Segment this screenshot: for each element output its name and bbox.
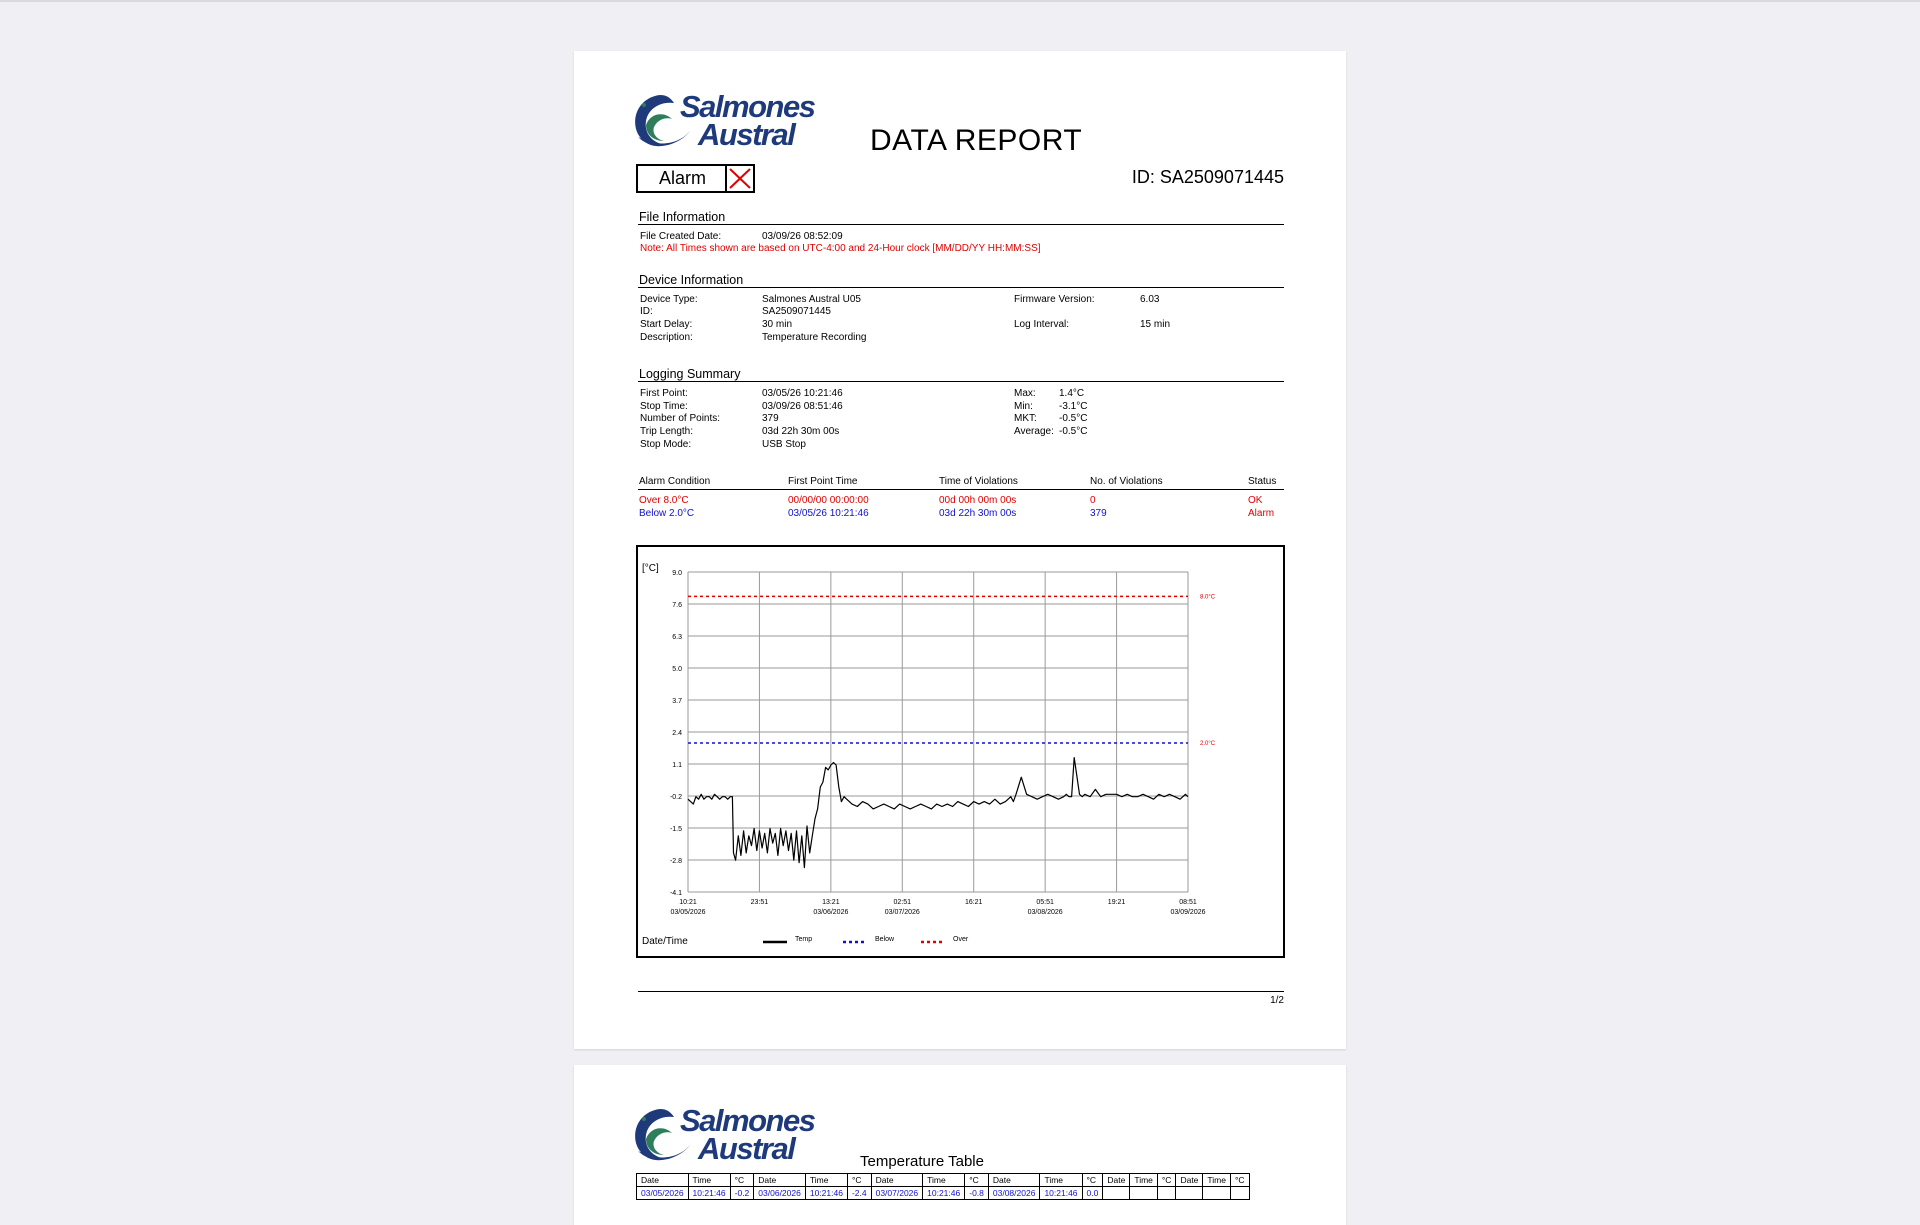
legend-label-temp: Temp: [795, 936, 813, 943]
alarm-over-condition: Over 8.0°C: [639, 495, 689, 506]
logo-line-1: Salmones: [680, 1103, 815, 1138]
table-cell-temp: -0.2: [730, 1187, 754, 1200]
table-cell-empty: [1157, 1187, 1176, 1200]
table-header-cell: Time: [688, 1174, 730, 1187]
file-info-title: File Information: [639, 210, 726, 224]
y-tick-label: 6.3: [672, 634, 682, 641]
firmware-label: Firmware Version:: [1014, 294, 1095, 305]
table-cell-empty: [1176, 1187, 1203, 1200]
max-label: Max:: [1014, 388, 1036, 399]
legend-label-below: Below: [875, 936, 895, 943]
log-interval-value: 15 min: [1140, 319, 1171, 330]
temperature-chart: [636, 545, 1285, 958]
x-tick-date: 03/08/2026: [1027, 909, 1063, 916]
table-cell-empty: [1203, 1187, 1231, 1200]
x-tick-time: 16:21: [964, 899, 983, 906]
alarm-table-rule: [638, 489, 1284, 490]
x-tick-time: 05:51: [1036, 899, 1054, 906]
alarm-below-first: 03/05/26 10:21:46: [788, 508, 869, 519]
y-tick-label: 3.7: [672, 698, 682, 705]
alarm-below-count: 379: [1090, 508, 1107, 519]
alarm-label: Alarm: [636, 164, 729, 193]
num-points-label: Number of Points:: [640, 413, 721, 424]
table-header-cell: Time: [1130, 1174, 1158, 1187]
table-cell-time: 10:21:46: [688, 1187, 730, 1200]
threshold-label-below: 2.0°C: [1200, 740, 1216, 747]
temp-series-line: [688, 758, 1188, 868]
temperature-table: [636, 1173, 1250, 1200]
y-axis-label: [°C]: [642, 563, 659, 574]
table-header-cell: °C: [847, 1174, 871, 1187]
trip-length-label: Trip Length:: [640, 426, 693, 437]
page-number: 1/2: [1270, 995, 1284, 1006]
table-header-cell: Time: [805, 1174, 847, 1187]
table-header-cell: °C: [1231, 1174, 1250, 1187]
description-value: Temperature Recording: [762, 332, 867, 343]
company-logo-page-2: [630, 1105, 824, 1165]
y-tick-label: 2.4: [672, 730, 682, 737]
device-info-rule: [638, 287, 1284, 288]
y-tick-label: -1.5: [669, 826, 682, 833]
table-cell-date: 03/07/2026: [871, 1187, 923, 1200]
alarm-below-condition: Below 2.0°C: [639, 508, 695, 519]
logo-wordmark-page-2: [680, 1103, 815, 1166]
logging-summary-rule: [638, 381, 1284, 382]
logging-summary-title: Logging Summary: [639, 367, 741, 381]
table-cell-empty: [1103, 1187, 1130, 1200]
average-label: Average:: [1014, 426, 1054, 437]
table-header-row: [637, 1174, 1250, 1187]
y-tick-label: 1.1: [672, 762, 682, 769]
table-header-cell: Date: [1176, 1174, 1203, 1187]
y-tick-label: -4.1: [669, 890, 682, 897]
device-type-label: Device Type:: [640, 294, 698, 305]
stop-time-label: Stop Time:: [640, 401, 688, 412]
x-tick-date: 03/06/2026: [813, 909, 849, 916]
x-tick-date: 03/07/2026: [884, 909, 920, 916]
x-axis-title: Date/Time: [642, 936, 688, 947]
start-delay-value: 30 min: [762, 319, 793, 330]
table-header-cell: °C: [730, 1174, 754, 1187]
table-header-cell: Time: [923, 1174, 965, 1187]
y-tick-label: 5.0: [672, 666, 682, 673]
device-id-value: SA2509071445: [762, 306, 831, 317]
table-header-cell: Date: [1103, 1174, 1130, 1187]
table-cell-time: 10:21:46: [923, 1187, 965, 1200]
trip-length-value: 03d 22h 30m 00s: [762, 426, 840, 437]
start-delay-label: Start Delay:: [640, 319, 693, 330]
table-header-cell: Date: [637, 1174, 689, 1187]
table-header-cell: Date: [754, 1174, 806, 1187]
table-cell-time: 10:21:46: [1040, 1187, 1082, 1200]
device-info-title: Device Information: [639, 273, 744, 287]
alarm-header-time-violations: Time of Violations: [939, 476, 1018, 487]
logo-line-2: Austral: [698, 1131, 795, 1166]
table-header-cell: °C: [965, 1174, 989, 1187]
threshold-label-over: 8.0°C: [1200, 594, 1216, 601]
table-header-cell: °C: [1157, 1174, 1176, 1187]
max-value: 1.4°C: [1059, 388, 1085, 399]
y-tick-label: 7.6: [672, 602, 682, 609]
report-page-2[interactable]: [574, 1065, 1346, 1225]
x-tick-time: 08:51: [1179, 899, 1197, 906]
x-tick-date: 03/09/2026: [1170, 909, 1206, 916]
table-cell-date: 03/06/2026: [754, 1187, 806, 1200]
x-tick-date: 03/05/2026: [670, 909, 706, 916]
logo-line-1: Salmones: [680, 89, 815, 124]
alarm-below-time: 03d 22h 30m 00s: [939, 508, 1017, 519]
average-value: -0.5°C: [1059, 426, 1088, 437]
legend-label-over: Over: [953, 936, 969, 943]
alarm-below-status: Alarm: [1248, 508, 1275, 519]
device-id-header: ID: SA2509071445: [1131, 167, 1284, 187]
x-tick-time: 02:51: [893, 899, 912, 906]
stop-time-value: 03/09/26 08:51:46: [762, 401, 843, 412]
table-cell-temp: 0.0: [1082, 1187, 1103, 1200]
firmware-value: 6.03: [1140, 294, 1160, 305]
temperature-table-title: Temperature Table: [860, 1153, 984, 1170]
table-cell-date: 03/08/2026: [988, 1187, 1040, 1200]
table-cell-date: 03/05/2026: [637, 1187, 689, 1200]
alarm-over-count: 0: [1090, 495, 1096, 506]
x-tick-time: 23:51: [750, 899, 769, 906]
alarm-header-first-point: First Point Time: [788, 476, 858, 487]
table-cell-empty: [1130, 1187, 1158, 1200]
file-created-value: 03/09/26 08:52:09: [762, 231, 843, 242]
table-header-cell: Date: [988, 1174, 1040, 1187]
table-header-cell: Date: [871, 1174, 923, 1187]
table-header-cell: Time: [1203, 1174, 1231, 1187]
table-row: [637, 1187, 1250, 1200]
x-mark-icon: [725, 164, 755, 193]
table-header-cell: Time: [1040, 1174, 1082, 1187]
alarm-over-first: 00/00/00 00:00:00: [788, 495, 869, 506]
y-tick-label: 9.0: [672, 570, 682, 577]
report-page-1[interactable]: [574, 51, 1346, 1049]
first-point-value: 03/05/26 10:21:46: [762, 388, 843, 399]
table-cell-temp: -2.4: [847, 1187, 871, 1200]
company-logo: [630, 91, 824, 151]
mkt-value: -0.5°C: [1059, 413, 1088, 424]
logo-line-2: Austral: [698, 117, 795, 152]
y-tick-label: -2.8: [669, 858, 682, 865]
file-info-rule: [638, 224, 1284, 225]
report-title: DATA REPORT: [870, 124, 1083, 157]
device-type-value: Salmones Austral U05: [762, 294, 861, 305]
first-point-label: First Point:: [640, 388, 688, 399]
min-label: Min:: [1014, 401, 1033, 412]
alarm-header-num-violations: No. of Violations: [1090, 476, 1163, 487]
x-tick-time: 19:21: [1107, 899, 1126, 906]
description-label: Description:: [640, 332, 693, 343]
table-cell-time: 10:21:46: [805, 1187, 847, 1200]
alarm-over-status: OK: [1248, 495, 1263, 506]
alarm-header-status: Status: [1248, 476, 1277, 487]
x-tick-time: 13:21: [822, 899, 840, 906]
alarm-over-time: 00d 00h 00m 00s: [939, 495, 1017, 506]
mkt-label: MKT:: [1014, 413, 1037, 424]
stop-mode-value: USB Stop: [762, 439, 806, 450]
num-points-value: 379: [762, 413, 779, 424]
timezone-note: Note: All Times shown are based on UTC-4:00 and 24-Hour clock [MM/DD/YY HH:MM:SS]: [640, 243, 1041, 254]
footer-rule: [638, 991, 1284, 992]
log-interval-label: Log Interval:: [1014, 319, 1070, 330]
table-header-cell: °C: [1082, 1174, 1103, 1187]
min-value: -3.1°C: [1059, 401, 1088, 412]
table-cell-empty: [1231, 1187, 1250, 1200]
alarm-header-condition: Alarm Condition: [639, 476, 711, 487]
device-id-label: ID:: [640, 306, 653, 317]
stop-mode-label: Stop Mode:: [640, 439, 692, 450]
file-created-label: File Created Date:: [640, 231, 722, 242]
temperature-chart-svg: [638, 547, 1283, 956]
y-tick-label: -0.2: [669, 794, 682, 801]
table-cell-temp: -0.8: [965, 1187, 989, 1200]
x-tick-time: 10:21: [679, 899, 697, 906]
logo-wordmark: [680, 89, 815, 152]
window-top-border: [0, 0, 1920, 2]
